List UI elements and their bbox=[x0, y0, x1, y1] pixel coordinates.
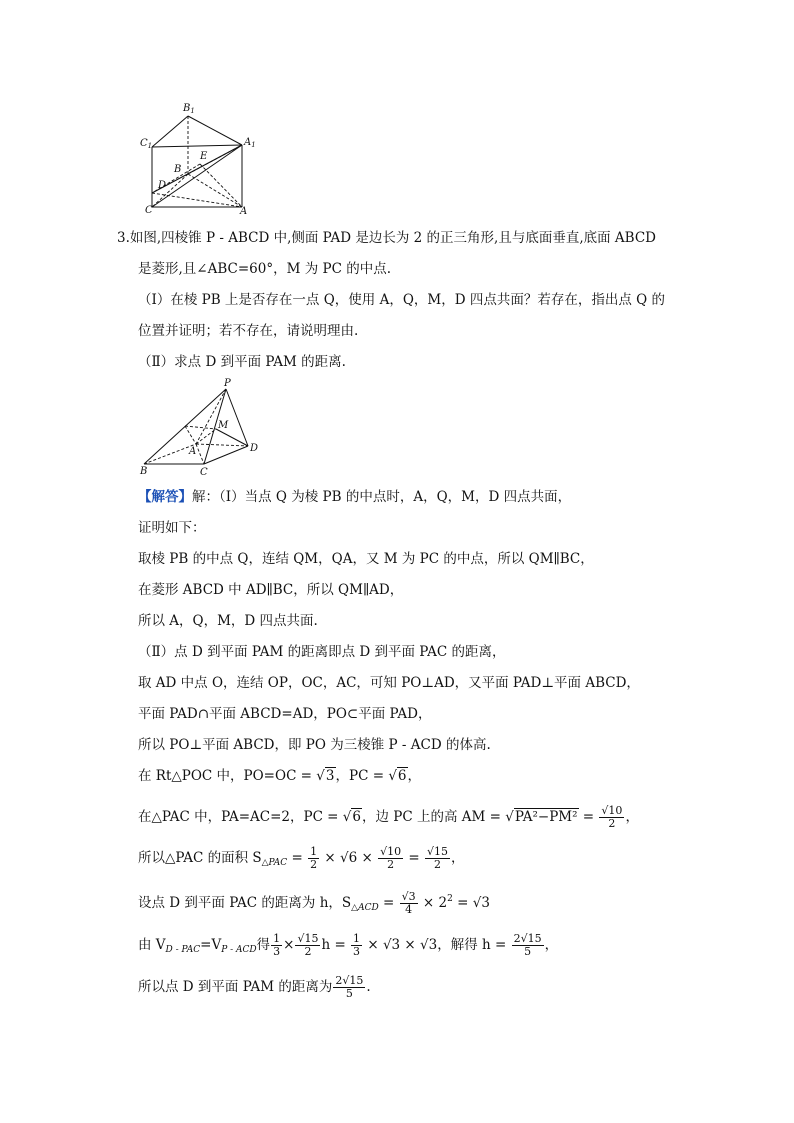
solution-line-9: 所以 PO⊥平面 ABCD，即 PO 为三棱锥 P - ACD 的体高. bbox=[138, 737, 491, 753]
solution-line-14: 由 $V_{D - PAC}=V_{P - ACD}$得 $\frac{1}{3}$ × $\frac{√15}{2}$ h = $\frac{1}{3}$ × √3 × √3，解得 h = $\frac{2√15}{5}$ ， bbox=[138, 932, 559, 958]
label-c: C bbox=[200, 467, 208, 478]
label-d: D bbox=[250, 443, 259, 454]
label-m: M bbox=[218, 420, 229, 431]
solution-line-5: 所以 A，Q，M，D 四点共面. bbox=[138, 613, 318, 629]
solution-line-8: 平面 PAD∩平面 ABCD=AD，PO⊂平面 PAD， bbox=[138, 706, 432, 722]
label-c1: $C_1$ bbox=[140, 138, 153, 150]
solution-line-13: 设点 D 到平面 PAC 的距离为 h，$S_{\triangle ACD}$ = $\frac{√3}{4}$ × $2^2 = √3$ bbox=[138, 890, 490, 916]
pyramid-figure bbox=[138, 378, 268, 480]
solution-line-6: （Ⅱ）点 D 到平面 PAM 的距离即点 D 到平面 PAC 的距离， bbox=[138, 644, 506, 660]
label-d: D bbox=[158, 180, 167, 191]
label-b: B bbox=[174, 164, 182, 175]
prism-figure bbox=[136, 98, 260, 216]
question-2: （Ⅱ）求点 D 到平面 PAM 的距离. bbox=[138, 354, 346, 370]
question-1-line-b: 位置并证明；若不存在，请说明理由. bbox=[138, 323, 359, 339]
solution-line-12: 所以△PAC 的面积 $S_{\triangle PAC}$ = $\frac{1}{2}$ × √6 × $\frac{√10}{2}$ = $\frac{√15}{2}$ ， bbox=[138, 845, 465, 871]
solution-line-2: 证明如下： bbox=[138, 520, 206, 536]
label-a1: $A_1$ bbox=[244, 137, 256, 149]
label-p: P bbox=[224, 378, 231, 389]
question-1-line-a: （Ⅰ）在棱 PB 上是否存在一点 Q，使用 A，Q，M，D 四点共面？若存在，指出点 Q 的 bbox=[138, 292, 665, 308]
solution-line-1: 【解答】解：（Ⅰ）当点 Q 为棱 PB 的中点时，A，Q，M，D 四点共面， bbox=[138, 489, 572, 505]
solution-line-7: 取 AD 中点 O，连结 OP，OC，AC，可知 PO⊥AD，又平面 PAD⊥平面 ABCD， bbox=[138, 675, 640, 691]
label-a: A bbox=[240, 206, 248, 216]
label-e: E bbox=[200, 151, 208, 162]
label-a: A bbox=[189, 446, 197, 457]
label-b: B bbox=[140, 466, 148, 477]
label-c: C bbox=[145, 205, 153, 216]
solution-tag: 【解答】 bbox=[138, 489, 192, 505]
label-b1: $B_1$ bbox=[183, 103, 195, 115]
problem-line-1: 3.如图,四棱锥 P - ABCD 中,侧面 PAD 是边长为 2 的正三角形,且与底面垂直,底面 ABCD bbox=[117, 230, 656, 246]
problem-line-2: 是菱形,且∠ABC=60°，M 为 PC 的中点. bbox=[138, 261, 391, 277]
solution-line-3: 取棱 PB 的中点 Q，连结 QM，QA，又 M 为 PC 的中点，所以 QM∥BC， bbox=[138, 551, 594, 567]
solution-line-11: 在△PAC 中，PA=AC=2，PC = √6，边 PC 上的高 AM = √PA²−PM² = $\frac{√10}{2}$ ， bbox=[138, 804, 639, 830]
solution-line-4: 在菱形 ABCD 中 AD∥BC，所以 QM∥AD， bbox=[138, 582, 404, 598]
solution-line-10: 在 Rt△POC 中，PO=OC = √3，PC = √6， bbox=[138, 768, 422, 784]
solution-line-15: 所以点 D 到平面 PAM 的距离为 $\frac{2√15}{5}$ . bbox=[138, 974, 371, 1000]
